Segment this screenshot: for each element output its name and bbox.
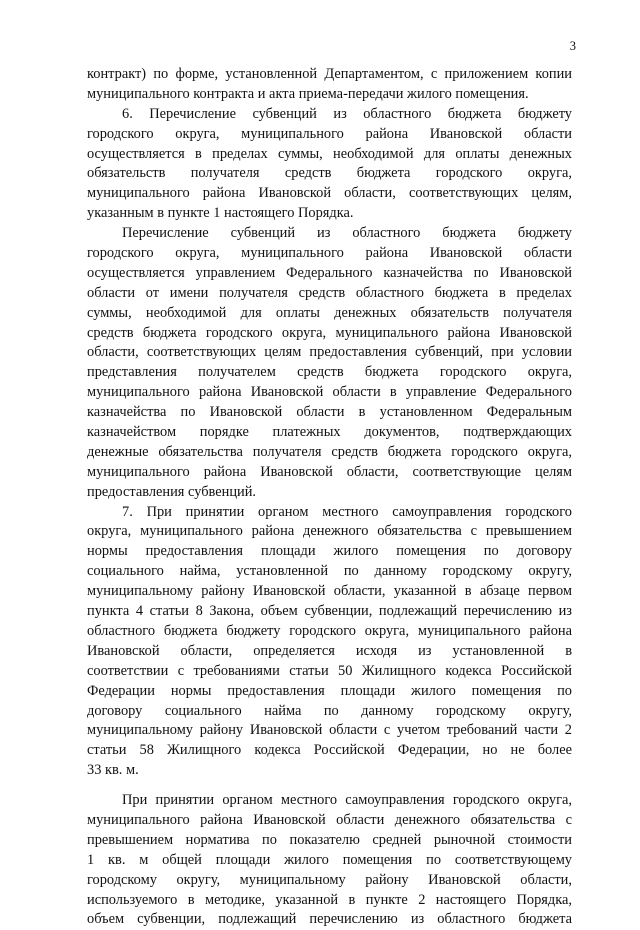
paragraph-gap xyxy=(87,781,572,791)
text-line: Федерации нормы предоставления площади жилого помещения по xyxy=(87,682,572,699)
text-line: муниципального района Ивановской области, соответствующих целям, xyxy=(87,185,572,202)
paragraph xyxy=(87,65,572,105)
text-line: осуществляется в пределах суммы, необходимой для оплаты денежных xyxy=(87,145,572,162)
page-number: 3 xyxy=(569,39,576,53)
text-line: превышением норматива по показателю средней рыночной стоимости xyxy=(87,831,572,848)
text-line: Ивановской области, определяется исходя из установленной в xyxy=(87,642,572,659)
text-line: областного бюджета бюджету городского округа, муниципального района xyxy=(87,622,572,639)
text-line: Перечисление субвенций из областного бюджета бюджету xyxy=(122,225,572,242)
text-line: казначейством порядке платежных документов, подтверждающих xyxy=(87,424,572,441)
text-line: 1 кв. м общей площади жилого помещения по соответствующему xyxy=(87,851,572,868)
paragraph xyxy=(87,224,572,502)
text-line: социального найма, установленной по данному городскому округу, xyxy=(87,563,572,580)
text-line: объем субвенции, подлежащий перечислению из областного бюджета xyxy=(87,911,572,928)
text-line: 7. При принятии органом местного самоуправления городского xyxy=(122,503,572,520)
text-line: представления получателем средств бюджета городского округа, xyxy=(87,364,572,381)
text-line: обязательств получателя средств бюджета городского округа, xyxy=(87,165,572,182)
text-line: указанным в пункте 1 настоящего Порядка. xyxy=(87,205,354,222)
text-line: области от имени получателя средств областного бюджета в пределах xyxy=(87,284,572,301)
text-line: 6. Перечисление субвенций из областного бюджета бюджету xyxy=(122,105,572,122)
text-line: осуществляется управлением Федерального казначейства по Ивановской xyxy=(87,264,572,281)
paragraph xyxy=(87,105,572,224)
text-line: статьи 58 Жилищного кодекса Российской Федерации, но не более xyxy=(87,742,572,759)
text-line: муниципального района Ивановской области, соответствующие целям xyxy=(87,463,572,480)
paragraph xyxy=(87,503,572,781)
text-line: нормы предоставления площади жилого помещения по договору xyxy=(87,543,572,560)
text-line: договору социального найма по данному городскому округу, xyxy=(87,702,572,719)
text-line: городскому округу, муниципальному району Ивановской области, xyxy=(87,871,572,888)
text-line: При принятии органом местного самоуправления городского округа, xyxy=(122,792,572,809)
text-line: соответствии с требованиями статьи 50 Жилищного кодекса Российской xyxy=(87,662,572,679)
text-line: области, соответствующих целям предоставления субвенций, при условии xyxy=(87,344,572,361)
text-line: средств бюджета городского округа, муниципального района Ивановской xyxy=(87,324,572,341)
text-line: муниципального района Ивановской области денежного обязательства с xyxy=(87,811,572,828)
text-line: пункта 4 статьи 8 Закона, объем субвенции, подлежащий перечислению из xyxy=(87,603,572,620)
text-line: контракт) по форме, установленной Департаментом, с приложением копии xyxy=(87,66,572,82)
text-line: предоставления субвенций. xyxy=(87,483,257,500)
text-line: муниципального района Ивановской области в управление Федерального xyxy=(87,384,572,401)
text-line: денежные обязательства получателя средств бюджета городского округа, xyxy=(87,443,572,460)
text-line: муниципального контракта и акта приема-передачи жилого помещения. xyxy=(87,85,529,102)
document-body xyxy=(87,65,572,930)
text-line: суммы, необходимой для оплаты денежных обязательств получателя xyxy=(87,304,572,321)
text-line: 33 кв. м. xyxy=(87,762,139,779)
text-line: городского округа, муниципального района Ивановской области xyxy=(87,125,572,142)
paragraph xyxy=(87,791,572,930)
text-line: округа, муниципального района денежного обязательства с превышением xyxy=(87,523,572,540)
text-line: муниципальному району Ивановской области с учетом требований части 2 xyxy=(87,722,572,739)
text-line: муниципальному району Ивановской области, указанной в абзаце первом xyxy=(87,583,572,600)
text-line: используемого в методике, указанной в пункте 2 настоящего Порядка, xyxy=(87,891,572,908)
text-line: городского округа, муниципального района Ивановской области xyxy=(87,245,572,262)
text-line: казначейства по Ивановской области в установленном Федеральным xyxy=(87,404,572,421)
